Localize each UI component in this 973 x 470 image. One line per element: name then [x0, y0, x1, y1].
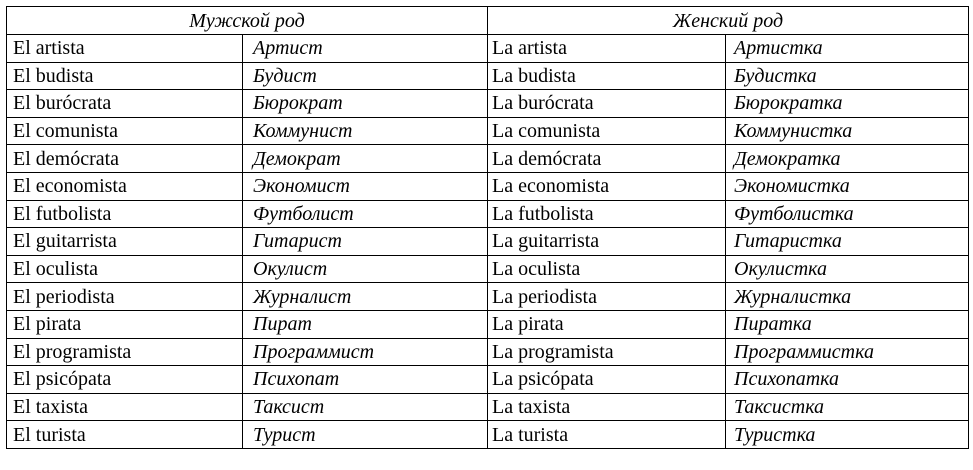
spanish-feminine-cell: La periodista [488, 283, 726, 311]
spanish-masculine-cell: El demócrata [7, 145, 243, 173]
russian-masculine-cell: Таксист [243, 393, 488, 421]
russian-masculine-cell: Гитарист [243, 228, 488, 256]
spanish-masculine-cell: El pirata [7, 310, 243, 338]
spanish-masculine-cell: El oculista [7, 255, 243, 283]
spanish-masculine-cell: El taxista [7, 393, 243, 421]
header-row [7, 7, 969, 35]
table-row [7, 117, 969, 145]
table-row [7, 90, 969, 118]
spanish-feminine-cell: La programista [488, 338, 726, 366]
table-row [7, 310, 969, 338]
spanish-feminine-cell: La comunista [488, 117, 726, 145]
russian-masculine-cell: Будист [243, 62, 488, 90]
spanish-feminine-cell: La turista [488, 421, 726, 449]
spanish-masculine-cell: El programista [7, 338, 243, 366]
spanish-feminine-cell: La taxista [488, 393, 726, 421]
spanish-masculine-cell: El economista [7, 172, 243, 200]
russian-feminine-cell: Программистка [726, 338, 969, 366]
table-row [7, 200, 969, 228]
spanish-masculine-cell: El budista [7, 62, 243, 90]
russian-feminine-cell: Психопатка [726, 366, 969, 394]
russian-masculine-cell: Психопат [243, 366, 488, 394]
russian-masculine-cell: Журналист [243, 283, 488, 311]
header-masculine: Мужской род [7, 7, 488, 35]
spanish-masculine-cell: El burócrata [7, 90, 243, 118]
russian-masculine-cell: Программист [243, 338, 488, 366]
spanish-masculine-cell: El psicópata [7, 366, 243, 394]
table-row [7, 228, 969, 256]
table-row [7, 283, 969, 311]
russian-feminine-cell: Будистка [726, 62, 969, 90]
russian-feminine-cell: Журналистка [726, 283, 969, 311]
spanish-feminine-cell: La artista [488, 35, 726, 63]
table-row [7, 421, 969, 449]
spanish-feminine-cell: La pirata [488, 310, 726, 338]
spanish-masculine-cell: El artista [7, 35, 243, 63]
spanish-masculine-cell: El guitarrista [7, 228, 243, 256]
spanish-feminine-cell: La budista [488, 62, 726, 90]
russian-feminine-cell: Окулистка [726, 255, 969, 283]
spanish-masculine-cell: El comunista [7, 117, 243, 145]
spanish-feminine-cell: La futbolista [488, 200, 726, 228]
russian-feminine-cell: Таксистка [726, 393, 969, 421]
russian-feminine-cell: Пиратка [726, 310, 969, 338]
table-row [7, 255, 969, 283]
russian-masculine-cell: Пират [243, 310, 488, 338]
table-row [7, 366, 969, 394]
russian-feminine-cell: Демократка [726, 145, 969, 173]
table-row [7, 145, 969, 173]
spanish-masculine-cell: El futbolista [7, 200, 243, 228]
spanish-feminine-cell: La burócrata [488, 90, 726, 118]
russian-masculine-cell: Экономист [243, 172, 488, 200]
spanish-feminine-cell: La demócrata [488, 145, 726, 173]
russian-feminine-cell: Коммунистка [726, 117, 969, 145]
russian-masculine-cell: Окулист [243, 255, 488, 283]
russian-masculine-cell: Турист [243, 421, 488, 449]
table-row [7, 393, 969, 421]
table-row [7, 35, 969, 63]
header-feminine: Женский род [488, 7, 969, 35]
spanish-feminine-cell: La oculista [488, 255, 726, 283]
spanish-feminine-cell: La economista [488, 172, 726, 200]
spanish-feminine-cell: La guitarrista [488, 228, 726, 256]
spanish-feminine-cell: La psicópata [488, 366, 726, 394]
russian-feminine-cell: Гитаристка [726, 228, 969, 256]
spanish-masculine-cell: El periodista [7, 283, 243, 311]
russian-masculine-cell: Футболист [243, 200, 488, 228]
table-row [7, 62, 969, 90]
gender-vocabulary-table [6, 6, 969, 449]
russian-feminine-cell: Артистка [726, 35, 969, 63]
table-row [7, 172, 969, 200]
russian-masculine-cell: Коммунист [243, 117, 488, 145]
spanish-masculine-cell: El turista [7, 421, 243, 449]
russian-feminine-cell: Бюрократка [726, 90, 969, 118]
russian-feminine-cell: Экономистка [726, 172, 969, 200]
russian-feminine-cell: Футболистка [726, 200, 969, 228]
russian-masculine-cell: Бюрократ [243, 90, 488, 118]
russian-masculine-cell: Демократ [243, 145, 488, 173]
russian-feminine-cell: Туристка [726, 421, 969, 449]
russian-masculine-cell: Артист [243, 35, 488, 63]
table-row [7, 338, 969, 366]
